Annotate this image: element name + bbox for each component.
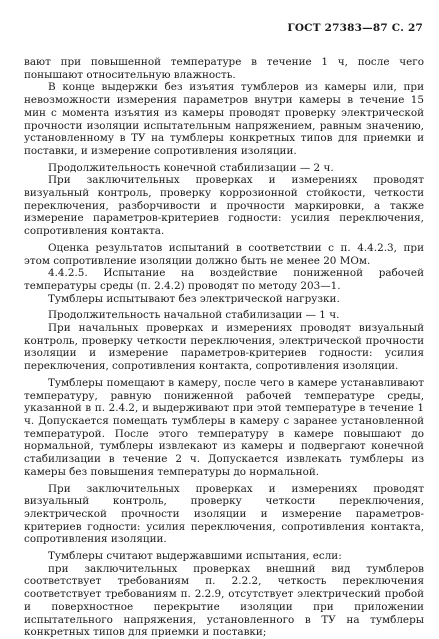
running-header: ГОСТ 27383—87 С. 27 — [287, 22, 423, 34]
paragraph: Тумблеры помещают в камеру, после чего в камере устанавливают температуру, равную пониженной рабочей температуре среды, указанной в п. 2.4.2, и выдерживают при этой температуре в течение 1 ч. Допускается помещать тумблеры в камеру с заранее установленной температурой. После этого температуру в камере повышают до нормальной, тумблеры извлекают из камеры и подвергают конечной стабилизации в течение 2 ч. Допускается извлекать тумблеры из камеры без повышения температуры до нормальной. — [24, 376, 424, 478]
paragraph: Тумблеры считают выдержавшими испытания, если: — [48, 550, 342, 563]
paragraph: Продолжительность начальной стабилизации — 1 ч. — [48, 309, 340, 322]
paragraph: При начальных проверках и измерениях проводят визуальный контроль, проверку четкости переключения, электрической прочности изоляции и измерение параметров-критериев годности: усилия переключения, сопротивления контакта, сопротивления изоляции. — [24, 322, 424, 373]
paragraph: При заключительных проверках и измерениях проводят визуальный контроль, проверку четкости переключения, электрической прочности изоляции и измерение параметров-критериев годности: усилия переключения, сопротивления контакта, сопротивления изоляции. — [24, 482, 424, 546]
paragraph: Оценка результатов испытаний в соответствии с п. 4.4.2.3, при этом сопротивление изоляции должно быть не менее 20 МОм. — [24, 241, 424, 267]
paragraph: В конце выдержки без изъятия тумблеров из камеры или, при невозможности измерения параметров внутри камеры в течение 15 мин с момента изъятия из камеры проводят проверку электрической прочности изоляции испытательным напряжением, равным значению, установленному в ТУ на тумблеры конкретных типов для приемки и поставки, и измерение сопротивления изоляции. — [24, 81, 424, 157]
paragraph: 4.4.2.5. Испытание на воздействие пониженной рабочей температуры среды (п. 2.4.2) проводят по методу 203—1. — [24, 267, 424, 292]
document-body — [24, 56, 424, 639]
paragraph: Тумблеры испытывают без электрической нагрузки. — [48, 292, 340, 305]
paragraph: вают при повышенной температуре в течение 1 ч, после чего понышают относительную влажность. — [24, 56, 424, 81]
paragraph: при заключительных проверках внешний вид тумблеров соответствует требованиям п. 2.2.2, четкость переключения соответствует требованиям п. 2.2.9, отсутствует электрический пробой и поверхностное перекрытие изоляции при приложении испытательного напряжения, установленного в ТУ на тумблеры конкретных типов для приемки и поставки; — [24, 562, 424, 639]
paragraph: При заключительных проверках и измерениях проводят визуальный контроль, проверку коррозионной стойкости, четкости переключения, разборчивости и прочности маркировки, а также измерение параметров-критериев годности: усилия переключения, сопротивления контакта. — [24, 174, 424, 238]
paragraph: Продолжительность конечной стабилизации — 2 ч. — [48, 161, 334, 174]
